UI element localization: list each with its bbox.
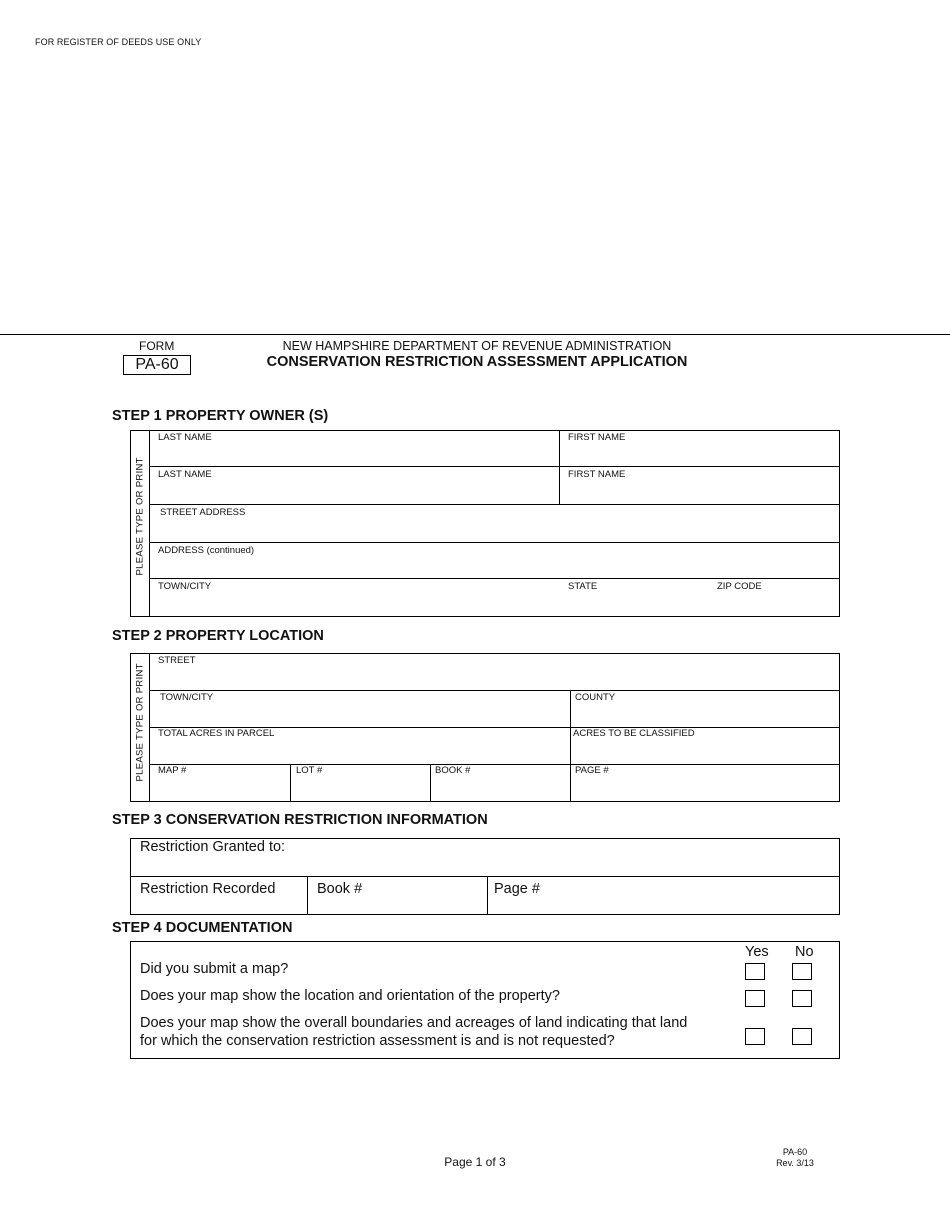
field-label: PAGE # bbox=[575, 765, 609, 776]
street-address-field[interactable] bbox=[150, 505, 839, 542]
page-number: Page 1 of 3 bbox=[444, 1155, 506, 1169]
documentation-section bbox=[130, 941, 840, 1059]
form-number-badge: PA-60 bbox=[123, 355, 191, 375]
field-label: LAST NAME bbox=[158, 469, 212, 480]
total-acres-field[interactable] bbox=[150, 728, 570, 764]
map-submitted-no-checkbox[interactable] bbox=[792, 963, 812, 980]
department-name: NEW HAMPSHIRE DEPARTMENT OF REVENUE ADMINISTRATION bbox=[282, 339, 672, 353]
map-boundaries-yes-checkbox[interactable] bbox=[745, 1028, 765, 1045]
no-column-header: No bbox=[795, 944, 814, 960]
field-label: Page # bbox=[494, 881, 540, 897]
field-label: STATE bbox=[568, 581, 598, 592]
footer-form-id: PA-60 bbox=[782, 1147, 808, 1157]
field-label: LAST NAME bbox=[158, 432, 212, 443]
owner2-first-name-field[interactable] bbox=[560, 467, 839, 504]
county-field[interactable] bbox=[571, 691, 839, 727]
step1-side-label: PLEASE TYPE OR PRINT bbox=[134, 457, 146, 576]
step1-heading: STEP 1 PROPERTY OWNER (S) bbox=[112, 408, 329, 424]
owner-state-field[interactable] bbox=[560, 579, 708, 616]
map-location-no-checkbox[interactable] bbox=[792, 990, 812, 1007]
field-label: FIRST NAME bbox=[568, 432, 626, 443]
property-owner-section bbox=[130, 430, 840, 617]
map-number-field[interactable] bbox=[150, 765, 290, 801]
acres-classified-field[interactable] bbox=[571, 728, 839, 764]
field-label: Restriction Granted to: bbox=[140, 839, 286, 855]
question-map-submitted: Did you submit a map? bbox=[140, 961, 289, 977]
step2-heading: STEP 2 PROPERTY LOCATION bbox=[112, 628, 324, 644]
lot-number-field[interactable] bbox=[291, 765, 430, 801]
form-label: FORM bbox=[139, 339, 175, 353]
register-of-deeds-note: FOR REGISTER OF DEEDS USE ONLY bbox=[35, 37, 202, 47]
address-continued-field[interactable] bbox=[150, 543, 839, 578]
owner-town-city-field[interactable] bbox=[150, 579, 559, 616]
field-label: Book # bbox=[317, 881, 363, 897]
field-label: TOWN/CITY bbox=[158, 581, 212, 592]
step1-side-column bbox=[131, 431, 150, 616]
field-label: MAP # bbox=[158, 765, 187, 776]
restriction-recorded-label-cell bbox=[131, 877, 307, 914]
field-label: ZIP CODE bbox=[717, 581, 762, 592]
field-label: BOOK # bbox=[435, 765, 471, 776]
question-map-location: Does your map show the location and orientation of the property? bbox=[140, 988, 560, 1004]
footer-revision: Rev. 3/13 bbox=[776, 1158, 814, 1168]
field-label: STREET bbox=[158, 655, 196, 666]
book-number-field[interactable] bbox=[431, 765, 570, 801]
map-location-yes-checkbox[interactable] bbox=[745, 990, 765, 1007]
location-street-field[interactable] bbox=[150, 654, 839, 690]
restriction-page-field[interactable] bbox=[488, 877, 839, 914]
yes-column-header: Yes bbox=[745, 944, 769, 960]
form-revision-block bbox=[760, 1147, 830, 1169]
conservation-restriction-section bbox=[130, 838, 840, 915]
field-label: TOTAL ACRES IN PARCEL bbox=[158, 728, 275, 739]
location-town-city-field[interactable] bbox=[150, 691, 570, 727]
owner1-first-name-field[interactable] bbox=[560, 431, 839, 466]
step3-heading: STEP 3 CONSERVATION RESTRICTION INFORMATION bbox=[112, 812, 488, 828]
question-line: for which the conservation restriction assessment is and is not requested? bbox=[140, 1033, 615, 1049]
map-boundaries-no-checkbox[interactable] bbox=[792, 1028, 812, 1045]
owner2-last-name-field[interactable] bbox=[150, 467, 559, 504]
step2-side-label: PLEASE TYPE OR PRINT bbox=[134, 663, 146, 782]
step4-heading: STEP 4 DOCUMENTATION bbox=[112, 920, 293, 936]
field-label: COUNTY bbox=[575, 692, 616, 703]
question-map-boundaries bbox=[140, 1014, 687, 1050]
form-title: CONSERVATION RESTRICTION ASSESSMENT APPLICATION bbox=[266, 354, 688, 370]
field-label: ADDRESS (continued) bbox=[158, 545, 255, 556]
page-number-field[interactable] bbox=[571, 765, 839, 801]
map-submitted-yes-checkbox[interactable] bbox=[745, 963, 765, 980]
restriction-book-field[interactable] bbox=[308, 877, 487, 914]
restriction-granted-to-field[interactable] bbox=[131, 839, 839, 876]
recording-area-divider bbox=[0, 334, 950, 335]
owner1-last-name-field[interactable] bbox=[150, 431, 559, 466]
question-line: Does your map show the overall boundaries and acreages of land indicating that land bbox=[140, 1015, 688, 1031]
property-location-section bbox=[130, 653, 840, 802]
field-label: Restriction Recorded bbox=[140, 881, 276, 897]
field-label: LOT # bbox=[296, 765, 323, 776]
owner-zip-code-field[interactable] bbox=[709, 579, 839, 616]
field-label: STREET ADDRESS bbox=[160, 507, 246, 518]
step2-side-column bbox=[131, 654, 150, 801]
field-label: ACRES TO BE CLASSIFIED bbox=[573, 728, 695, 739]
field-label: FIRST NAME bbox=[568, 469, 626, 480]
field-label: TOWN/CITY bbox=[160, 692, 214, 703]
